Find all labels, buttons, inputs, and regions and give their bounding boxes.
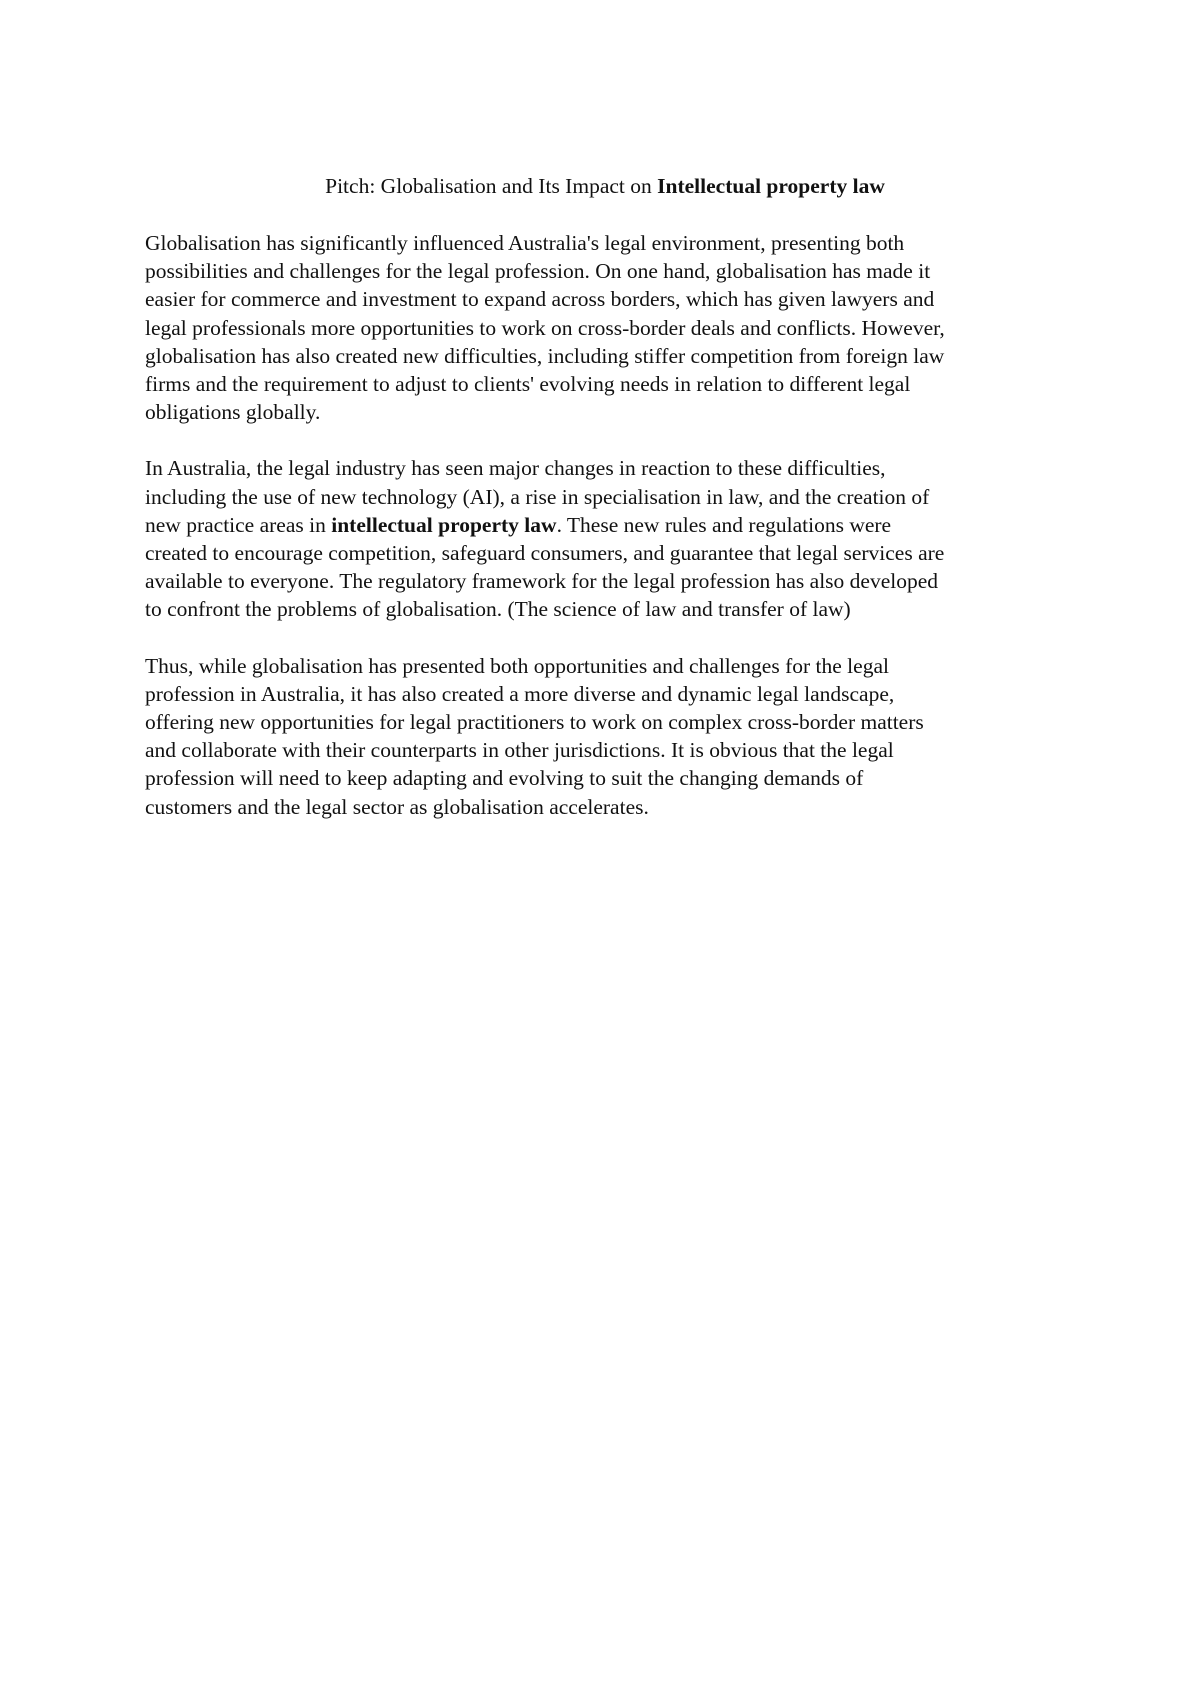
- paragraph-2-emphasis: intellectual property law: [331, 512, 557, 537]
- document-title: [145, 172, 1065, 200]
- paragraph-3-line: Thus, while globalisation has presented both opportunities and challenges for the legal: [145, 653, 889, 678]
- paragraph-2-line3-suffix: . These new rules and regulations were: [556, 512, 892, 537]
- paragraph-1-line: obligations globally.: [145, 400, 321, 425]
- paragraph-2-line: created to encourage competition, safeguard consumers, and guarantee that legal services are: [145, 541, 945, 566]
- paragraph-3-line: profession in Australia, it has also created a more diverse and dynamic legal landscape,: [145, 681, 895, 706]
- paragraph-2-line: available to everyone. The regulatory framework for the legal profession has also developed: [145, 569, 939, 594]
- paragraph-2-line: to confront the problems of globalisation. (The science of law and transfer of law): [145, 597, 851, 622]
- paragraph-3-line: profession will need to keep adapting and evolving to suit the changing demands of: [145, 766, 864, 791]
- paragraph-1-line: legal professionals more opportunities to work on cross-border deals and conflicts. However,: [145, 315, 945, 340]
- paragraph-3: [145, 652, 1065, 821]
- paragraph-2-line: In Australia, the legal industry has seen major changes in reaction to these difficulties,: [145, 456, 886, 481]
- paragraph-1-line: firms and the requirement to adjust to clients' evolving needs in relation to different legal: [145, 372, 911, 397]
- paragraph-3-line: customers and the legal sector as globalisation accelerates.: [145, 794, 649, 819]
- title-prefix: Pitch: Globalisation and Its Impact on: [325, 174, 658, 198]
- paragraph-2-line: including the use of new technology (AI), a rise in specialisation in law, and the creation of: [145, 484, 930, 509]
- paragraph-1-line: possibilities and challenges for the legal profession. On one hand, globalisation has made it: [145, 259, 931, 284]
- paragraph-1-line: easier for commerce and investment to expand across borders, which has given lawyers and: [145, 287, 935, 312]
- paragraph-1-line: Globalisation has significantly influenced Australia's legal environment, presenting both: [145, 231, 905, 255]
- paragraph-1-line: globalisation has also created new difficulties, including stiffer competition from foreign law: [145, 343, 945, 368]
- paragraph-2: [145, 454, 1065, 623]
- paragraph-3-line: offering new opportunities for legal practitioners to work on complex cross-border matters: [145, 710, 924, 735]
- document-body: [145, 172, 1065, 849]
- paragraph-2-line: [145, 511, 1065, 539]
- paragraph-2-line3-prefix: new practice areas in: [145, 512, 332, 537]
- paragraph-3-line: and collaborate with their counterparts in other jurisdictions. It is obvious that the legal: [145, 738, 894, 763]
- title-emphasis: Intellectual property law: [657, 174, 885, 198]
- paragraph-1: [145, 229, 1065, 426]
